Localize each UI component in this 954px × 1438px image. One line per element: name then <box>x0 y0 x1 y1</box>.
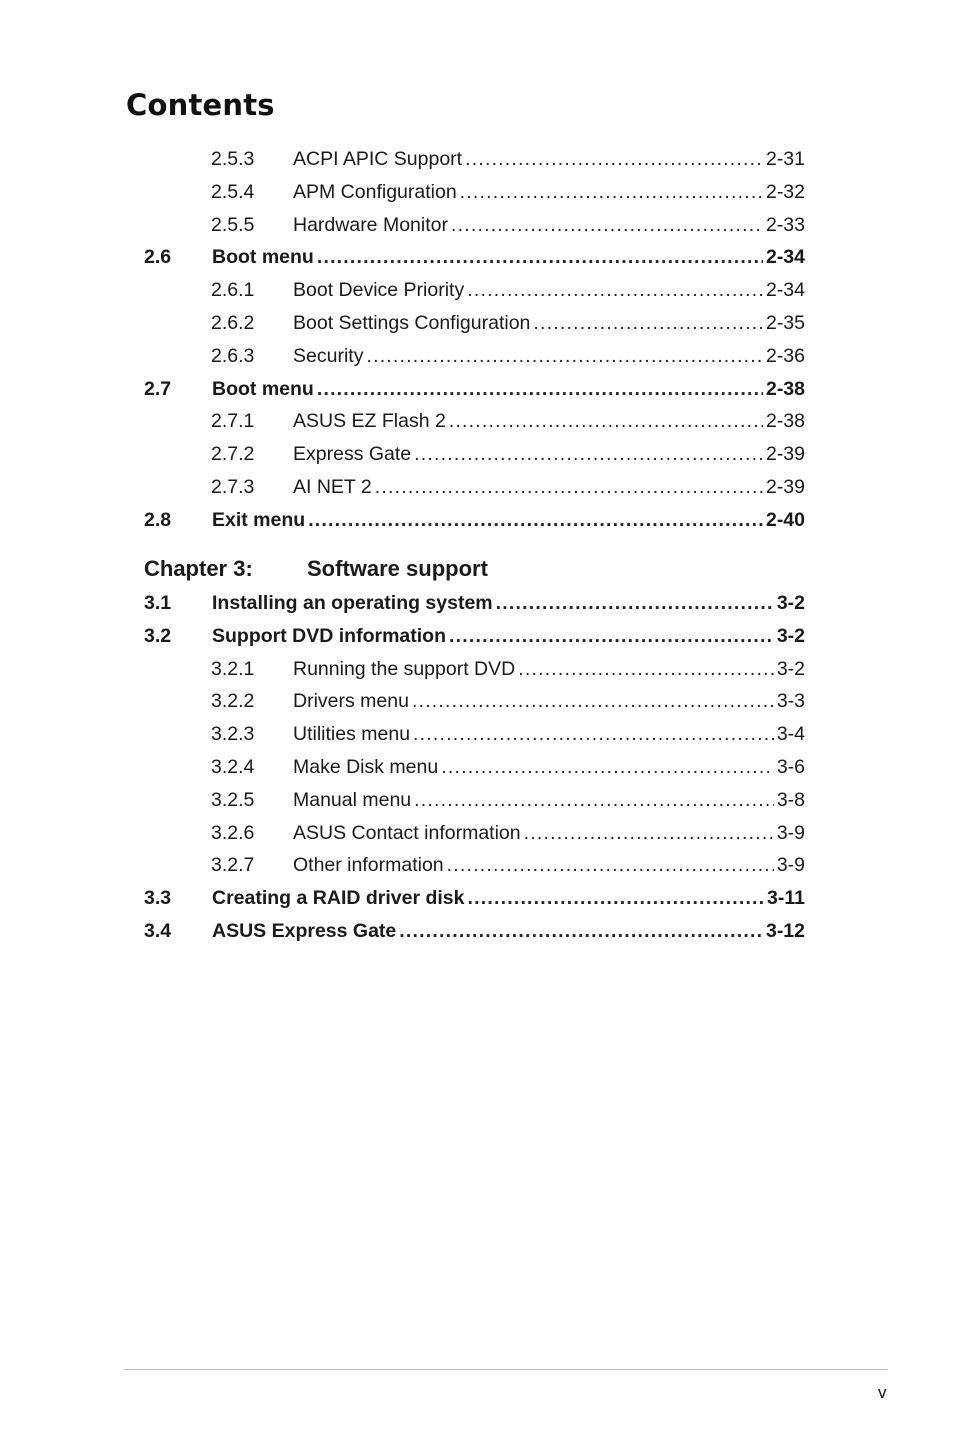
toc-entry-number: 2.8 <box>144 508 172 531</box>
toc-entry[interactable] <box>144 408 805 434</box>
toc-entry-label: Support DVD information <box>212 624 446 647</box>
toc-entry-line <box>293 474 805 500</box>
toc-entry-line <box>212 623 805 649</box>
toc-entry-number: 3.2.2 <box>211 690 255 713</box>
toc-entry-number: 3.4 <box>144 920 172 942</box>
dot-leader <box>465 146 763 172</box>
toc-entry-line <box>293 656 805 682</box>
toc-entry-line <box>212 507 805 533</box>
toc-entry-label: Drivers menu <box>293 690 409 713</box>
toc-entry-number: 2.6.2 <box>211 312 255 334</box>
toc-entry-page: 2-32 <box>765 180 805 203</box>
toc-entry[interactable] <box>144 474 805 500</box>
dot-leader <box>524 820 774 846</box>
dot-leader <box>441 754 774 780</box>
dot-leader <box>366 343 763 369</box>
toc-entry-label: ACPI APIC Support <box>293 148 463 170</box>
dot-leader <box>414 441 763 467</box>
toc-entry-label: Installing an operating system <box>212 592 493 614</box>
toc-entry-number: 2.6.1 <box>211 279 255 302</box>
toc-entry-number: 2.6.3 <box>211 344 255 367</box>
page-number: v <box>878 1383 887 1402</box>
toc-entry-line <box>293 277 805 303</box>
toc-entry-line <box>293 441 805 467</box>
toc-entry-label: Boot menu <box>212 246 314 269</box>
toc-entry[interactable] <box>144 376 805 402</box>
toc-entry-label: Exit menu <box>212 508 306 531</box>
dot-leader <box>412 688 774 714</box>
toc-entry-page: 3-9 <box>776 854 805 877</box>
dot-leader <box>467 277 763 303</box>
toc-entry[interactable] <box>144 441 805 467</box>
dot-leader <box>317 244 763 270</box>
dot-leader <box>449 623 774 649</box>
dot-leader <box>317 376 763 402</box>
toc-entry-number: 3.2 <box>144 624 172 647</box>
toc-entry[interactable] <box>144 918 805 944</box>
toc-entry-number: 2.7.2 <box>211 443 255 466</box>
dot-leader <box>496 590 774 616</box>
toc-entry-number: 2.5.3 <box>211 148 255 170</box>
dot-leader <box>460 179 763 205</box>
footer-divider <box>124 1369 888 1370</box>
dot-leader <box>449 408 763 434</box>
toc-entry-page: 3-4 <box>776 723 805 746</box>
toc-entry-label: Running the support DVD <box>293 657 516 680</box>
toc-entry[interactable] <box>144 852 805 878</box>
toc-entry-number: 2.7 <box>144 377 172 400</box>
toc-entry[interactable] <box>144 343 805 369</box>
toc-entry[interactable] <box>144 721 805 747</box>
toc-entry[interactable] <box>144 146 805 172</box>
toc-entry-page: 2-39 <box>765 476 805 498</box>
toc-entry-label: ASUS Contact information <box>293 821 521 844</box>
toc-entry-line <box>293 343 805 369</box>
toc-entry[interactable] <box>144 688 805 714</box>
chapter-title: Software support <box>307 556 488 581</box>
toc-entry-page: 2-33 <box>765 213 805 236</box>
toc-entry-page: 2-35 <box>765 312 805 334</box>
dot-leader <box>308 507 763 533</box>
dot-leader <box>447 852 774 878</box>
toc-entry-line <box>212 244 805 270</box>
toc-entry[interactable] <box>144 212 805 238</box>
toc-entry-label: Manual menu <box>293 788 412 811</box>
toc-entry-line <box>212 885 805 911</box>
toc-entry[interactable] <box>144 623 805 649</box>
dot-leader <box>451 212 763 238</box>
toc-entry[interactable] <box>144 787 805 813</box>
toc-entry-label: Express Gate <box>293 443 412 466</box>
toc-entry-label: APM Configuration <box>293 180 457 203</box>
toc-entry-page: 3-3 <box>776 690 805 713</box>
toc-entry[interactable] <box>144 656 805 682</box>
toc-entry-line <box>212 590 805 616</box>
toc-entry-line <box>212 918 805 944</box>
toc-entry-line <box>293 310 805 336</box>
toc-entry-label: Hardware Monitor <box>293 213 448 236</box>
toc-entry-label: Make Disk menu <box>293 756 439 778</box>
toc-entry-number: 2.5.4 <box>211 180 255 203</box>
chapter-label: Chapter 3: <box>144 556 253 581</box>
toc-entry-page: 2-38 <box>765 377 805 400</box>
dot-leader <box>399 918 763 944</box>
toc-entry-page: 2-40 <box>765 508 805 531</box>
toc-entry-line <box>293 787 805 813</box>
dot-leader <box>413 721 774 747</box>
toc-entry-line <box>293 212 805 238</box>
toc-entry-label: Security <box>293 344 364 367</box>
toc-entry-line <box>293 179 805 205</box>
toc-entry-page: 2-39 <box>765 443 805 466</box>
toc-entry-label: Creating a RAID driver disk <box>212 887 465 910</box>
dot-leader <box>533 310 763 336</box>
toc-entry[interactable] <box>144 277 805 303</box>
toc-entry-line <box>293 852 805 878</box>
toc-entry[interactable] <box>144 885 805 911</box>
toc-entry-page: 3-6 <box>776 756 805 778</box>
toc-entry-page: 2-34 <box>765 246 805 269</box>
toc-entry-line <box>212 376 805 402</box>
toc-entry-number: 3.2.5 <box>211 788 255 811</box>
toc-entry-number: 3.2.6 <box>211 821 255 844</box>
toc-entry-page: 3-2 <box>776 592 805 614</box>
toc-entry-page: 2-36 <box>765 344 805 367</box>
toc-entry-page: 3-11 <box>767 887 805 910</box>
toc-entry-line <box>293 408 805 434</box>
toc-entry-label: Boot Device Priority <box>293 279 465 302</box>
toc-entry-number: 3.2.3 <box>211 723 255 746</box>
dot-leader <box>518 656 774 682</box>
toc-entry-number: 2.5.5 <box>211 213 255 236</box>
toc-entry-label: AI NET 2 <box>293 476 372 498</box>
toc-entry-number: 2.7.3 <box>211 476 255 498</box>
toc-entry-page: 3-9 <box>776 821 805 844</box>
toc-entry[interactable] <box>144 507 805 533</box>
toc-entry-number: 3.2.1 <box>211 657 255 680</box>
dot-leader <box>468 885 765 911</box>
toc-entry-line <box>293 146 805 172</box>
toc-entry-line <box>293 721 805 747</box>
toc-entry-label: Other information <box>293 854 444 877</box>
toc-entry[interactable] <box>144 179 805 205</box>
toc-entry-number: 2.7.1 <box>211 410 255 433</box>
toc-entry-label: ASUS EZ Flash 2 <box>293 410 446 433</box>
toc-entry-page: 2-38 <box>765 410 805 433</box>
dot-leader <box>375 474 763 500</box>
toc-entry-number: 3.1 <box>144 592 172 614</box>
toc-entry[interactable] <box>144 244 805 270</box>
page-title: Contents <box>126 88 275 122</box>
toc-entry-line <box>293 688 805 714</box>
toc-entry-label: ASUS Express Gate <box>212 920 397 942</box>
toc-entry-page: 2-34 <box>765 279 805 302</box>
toc-entry-number: 3.2.7 <box>211 854 255 877</box>
toc-entry[interactable] <box>144 820 805 846</box>
toc-entry[interactable] <box>144 754 805 780</box>
toc-entry-page: 3-8 <box>776 788 805 811</box>
toc-entry[interactable] <box>144 590 805 616</box>
toc-entry-number: 3.3 <box>144 887 172 910</box>
toc-entry-line <box>293 754 805 780</box>
toc-entry-label: Boot Settings Configuration <box>293 312 531 334</box>
toc-entry[interactable] <box>144 310 805 336</box>
toc-entry-label: Boot menu <box>212 377 314 400</box>
toc-entry-number: 2.6 <box>144 246 172 269</box>
toc-entry-line <box>293 820 805 846</box>
toc-entry-page: 3-12 <box>765 920 805 942</box>
toc-entry-page: 2-31 <box>765 148 805 170</box>
toc-entry-label: Utilities menu <box>293 723 411 746</box>
toc-entry-page: 3-2 <box>776 624 805 647</box>
toc-entry-number: 3.2.4 <box>211 756 255 778</box>
toc-entry-page: 3-2 <box>776 657 805 680</box>
dot-leader <box>414 787 774 813</box>
